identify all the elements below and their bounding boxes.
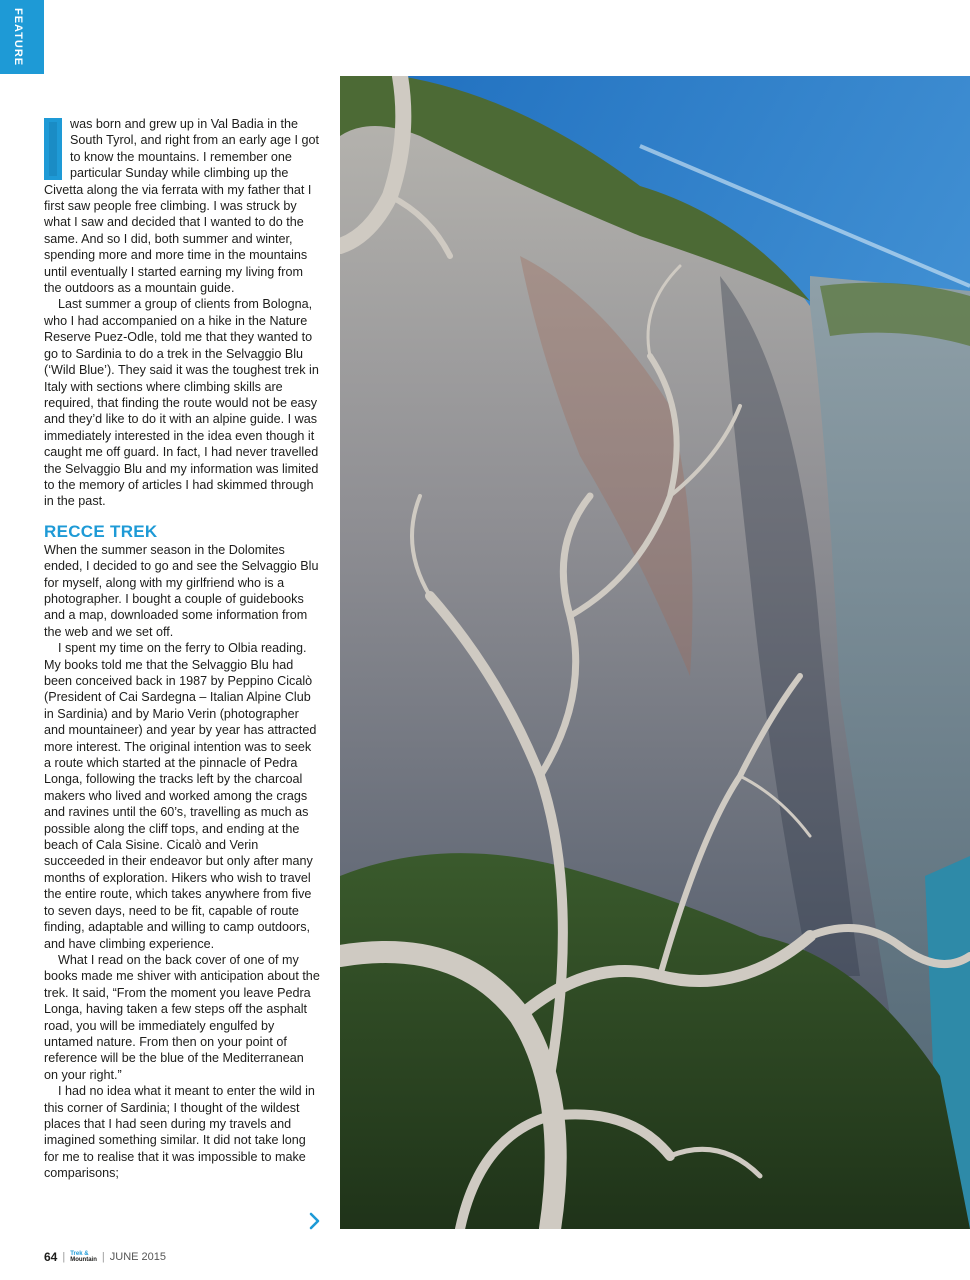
article-paragraph: I had no idea what it meant to enter the wild in this corner of Sardinia; I thought of the wildest places that I had seen during my travels and imagined something similar. It did not take long for me to realise that it was impossible to make comparisons; [44, 1084, 315, 1181]
logo-line-2: Mountain [70, 1257, 97, 1263]
cliff-illustration [340, 76, 970, 1229]
article-paragraph: I spent my time on the ferry to Olbia reading. My books told me that the Selvaggio Blu had been conceived back in 1987 by Peppino Cicalò (President of Cai Sardegna – Italian Alpine Club in Sardinia) and by Mario Verin (photographer and mountaineer) and year by year has attracted more interest. The original intention was to seek a route which started at the pinnacle of Pedra Longa, following the tracks left by the charcoal makers who lived and worked among the crags and ravines until the 60’s, travelling as much as possible along the cliff tops, and ending at the beach of Cala Sisine. Cicalò and Verin succeeded in their endeavor but only after many months of exploration. Hikers who wish to travel the entire route, which takes anywhere from five to seven days, need to be fit, capable of route finding, adaptable and willing to camp outdoors, and have climbing experience. [44, 641, 317, 951]
footer-separator: | [62, 1251, 66, 1263]
cliff-photo [340, 76, 970, 1229]
logo-line-1: Trek & [70, 1251, 89, 1257]
subheading: RECCE TREK [44, 521, 158, 541]
footer-separator: | [101, 1251, 105, 1263]
article-paragraph: Last summer a group of clients from Bologna, who I had accompanied on a hike in the Nature Reserve Puez-Odle, told me that they wanted to go to Sardinia to do a trek in the Selvaggio Blu (‘Wild Blue’). They said it was the toughest trek in Italy with sections where climbing skills are required, that finding the route would not be easy and they’d like to do it with an alpine guide. I was immediately interested in the idea even though it caught me off guard. In fact, I had never travelled the Selvaggio Blu and my information was limited to the memory of articles I had skimmed through in the past. [44, 297, 319, 509]
article-body [44, 116, 320, 1182]
continue-arrow-icon [306, 1212, 322, 1230]
article-paragraph: What I read on the back cover of one of my books made me shiver with anticipation about the trek. It said, “From the moment you leave Pedra Longa, having taken a few steps off the asphalt road, you will be immediately engulfed by untamed nature. From then on your point of reference will be the blue of the Mediterranean on your right.” [44, 952, 320, 1082]
drop-cap-i [44, 118, 62, 180]
section-tab [0, 0, 44, 74]
issue-date: JUNE 2015 [109, 1251, 167, 1263]
page-footer [44, 1250, 166, 1264]
page-number: 64 [44, 1250, 58, 1264]
article-paragraph: When the summer season in the Dolomites ended, I decided to go and see the Selvaggio Blu for myself, along with my girlfriend who is a photographer. I bought a couple of guidebooks and a map, downloaded some information from the web and we set off. [44, 542, 319, 639]
section-tab-label: FEATURE [12, 8, 24, 67]
article-paragraph: was born and grew up in Val Badia in the South Tyrol, and right from an early age I got to know the mountains. I remember one particular Sunday while climbing up the Civetta along the via ferrata with my father that I first saw people free climbing. I was struck by what I saw and decided that I wanted to do the same. And so I did, both summer and winter, spending more and more time in the mountains until eventually I started earning my living from the outdoors as a mountain guide. [44, 117, 319, 296]
magazine-logo [70, 1251, 97, 1263]
